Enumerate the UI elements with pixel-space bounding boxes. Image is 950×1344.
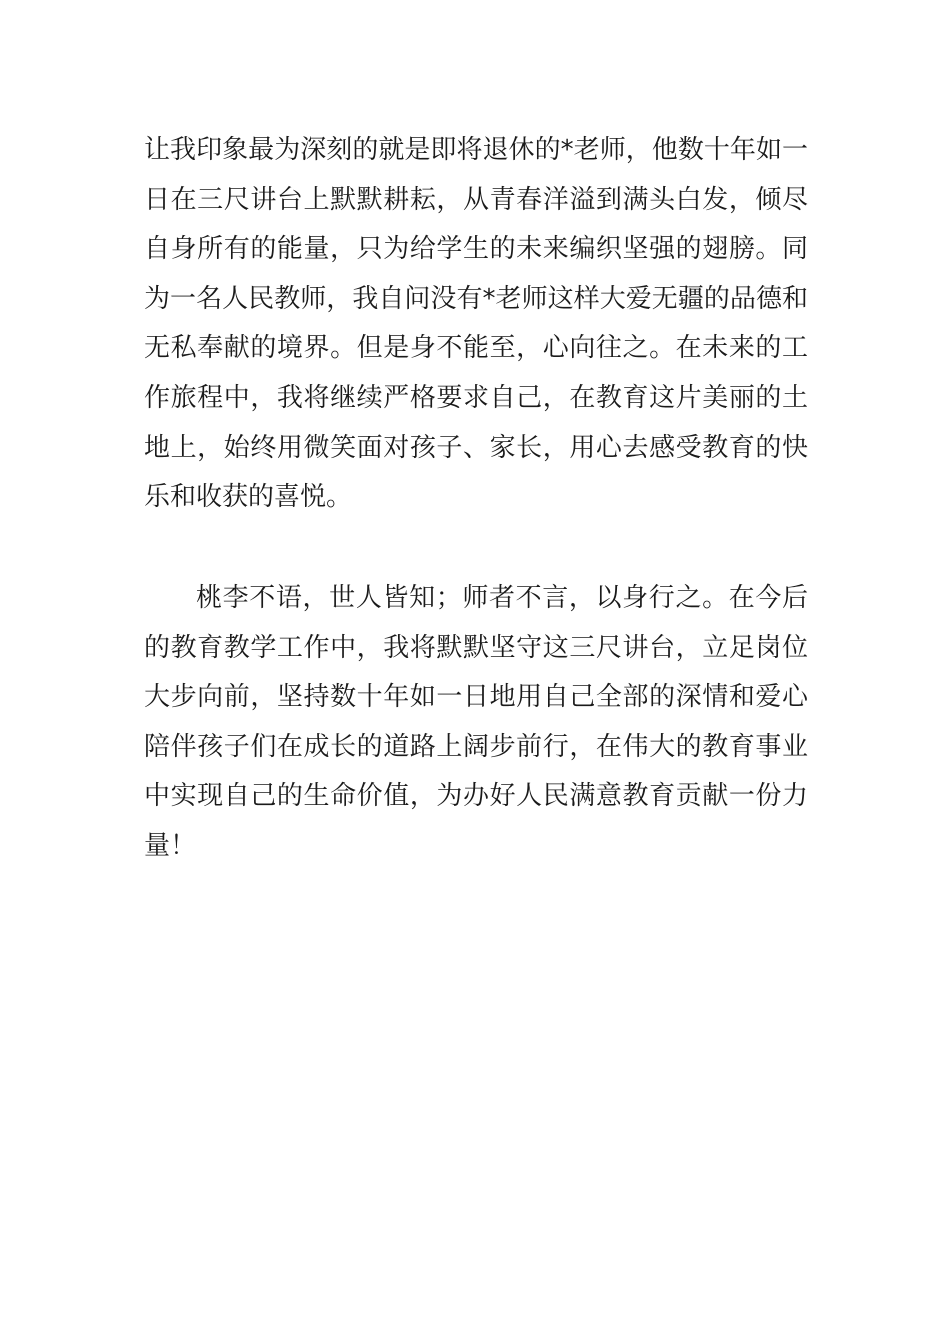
text-line: 桃李不语，世人皆知；师者不言，以身行之。在今后 — [196, 583, 808, 613]
text-line: 为一名人民教师，我自问没有*老师这样大爱无疆的品德和 — [144, 283, 808, 314]
text-line: 中实现自己的生命价值，为办好人民满意教育贡献一份力 — [144, 781, 808, 812]
text-line: 作旅程中，我将继续严格要求自己，在教育这片美丽的土 — [144, 382, 808, 413]
text-line: 乐和收获的喜悦。 — [144, 482, 353, 513]
text-line: 日在三尺讲台上默默耕耘，从青春洋溢到满头白发，倾尽 — [144, 184, 808, 215]
text-line: 的教育教学工作中，我将默默坚守这三尺讲台，立足岗位 — [144, 632, 808, 663]
text-line: 无私奉献的境界。但是身不能至，心向往之。在未来的工 — [144, 333, 808, 364]
text-line: 量！ — [144, 830, 197, 861]
text-line: 地上，始终用微笑面对孩子、家长，用心去感受教育的快 — [144, 432, 808, 463]
text-line: 大步向前，坚持数十年如一日地用自己全部的深情和爱心 — [144, 682, 808, 713]
text-line: 自身所有的能量，只为给学生的未来编织坚强的翅膀。同 — [144, 234, 808, 265]
paragraph-2 — [144, 574, 808, 872]
paragraph-1 — [144, 126, 808, 523]
text-line: 陪伴孩子们在成长的道路上阔步前行，在伟大的教育事业 — [144, 731, 808, 762]
text-line: 让我印象最为深刻的就是即将退休的*老师，他数十年如一 — [144, 135, 808, 165]
